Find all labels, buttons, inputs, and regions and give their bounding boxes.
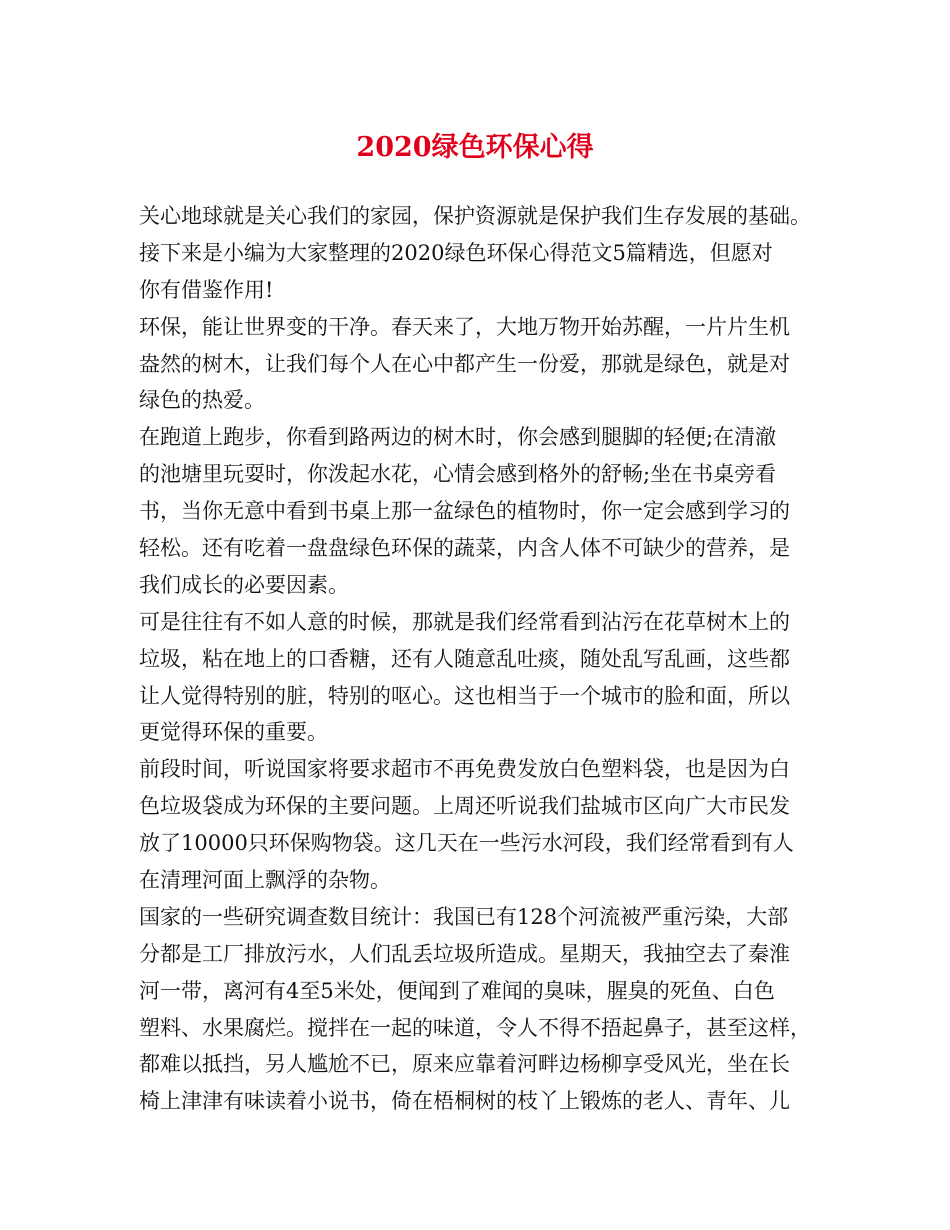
body-line: 环保，能让世界变的干净。春天来了，大地万物开始苏醒，一片片生机 <box>139 314 790 339</box>
body-line: 放了10000只环保购物袋。这几天在一些污水河段，我们经常看到有人 <box>139 831 794 856</box>
body-line: 书，当你无意中看到书桌上那一盆绿色的植物时，你一定会感到学习的 <box>139 499 790 524</box>
body-line: 可是往往有不如人意的时候，那就是我们经常看到沾污在花草树木上的 <box>139 609 790 634</box>
body-line: 绿色的热爱。 <box>139 388 265 413</box>
body-line: 轻松。还有吃着一盘盘绿色环保的蔬菜，内含人体不可缺少的营养，是 <box>139 536 790 561</box>
body-line: 盎然的树木，让我们每个人在心中都产生一份爱，那就是绿色，就是对 <box>139 351 790 376</box>
body-line: 色垃圾袋成为环保的主要问题。上周还听说我们盐城市区向广大市民发 <box>139 794 790 819</box>
body-line: 我们成长的必要因素。 <box>139 572 349 597</box>
body-line: 都难以抵挡，另人尴尬不已，原来应靠着河畔边杨柳享受风光，坐在长 <box>139 1052 790 1077</box>
page-title: 2020绿色环保心得 <box>356 132 594 163</box>
body-line: 河一带，离河有4至5米处，便闻到了难闻的臭味，腥臭的死鱼、白色 <box>139 978 775 1003</box>
body-line: 塑料、水果腐烂。搅拌在一起的味道，令人不得不捂起鼻子，甚至这样， <box>139 1015 811 1040</box>
body-line: 国家的一些研究调查数目统计：我国已有128个河流被严重污染，大部 <box>139 904 789 929</box>
body-line: 让人觉得特别的脏，特别的呕心。这也相当于一个城市的脸和面，所以 <box>139 683 790 708</box>
body-line: 在跑道上跑步，你看到路两边的树木时，你会感到腿脚的轻便;在清澈 <box>139 425 777 450</box>
body-line: 在清理河面上飘浮的杂物。 <box>139 868 391 893</box>
body-line: 椅上津津有味读着小说书，倚在梧桐树的枝丫上锻炼的老人、青年、儿 <box>139 1089 790 1114</box>
body-line: 分都是工厂排放污水，人们乱丢垃圾所造成。星期天，我抽空去了秦淮 <box>139 941 790 966</box>
document-body <box>139 198 829 1120</box>
body-line: 更觉得环保的重要。 <box>139 720 328 745</box>
body-line: 接下来是小编为大家整理的2020绿色环保心得范文5篇精选，但愿对 <box>139 240 773 265</box>
body-line: 你有借鉴作用! <box>139 277 274 302</box>
body-line: 关心地球就是关心我们的家园，保护资源就是保护我们生存发展的基础。 <box>139 204 811 228</box>
body-line: 的池塘里玩耍时，你泼起水花，心情会感到格外的舒畅;坐在书桌旁看 <box>139 462 777 487</box>
body-line: 垃圾，粘在地上的口香糖，还有人随意乱吐痰，随处乱写乱画，这些都 <box>139 646 790 671</box>
body-line: 前段时间，听说国家将要求超市不再免费发放白色塑料袋，也是因为白 <box>139 757 790 782</box>
